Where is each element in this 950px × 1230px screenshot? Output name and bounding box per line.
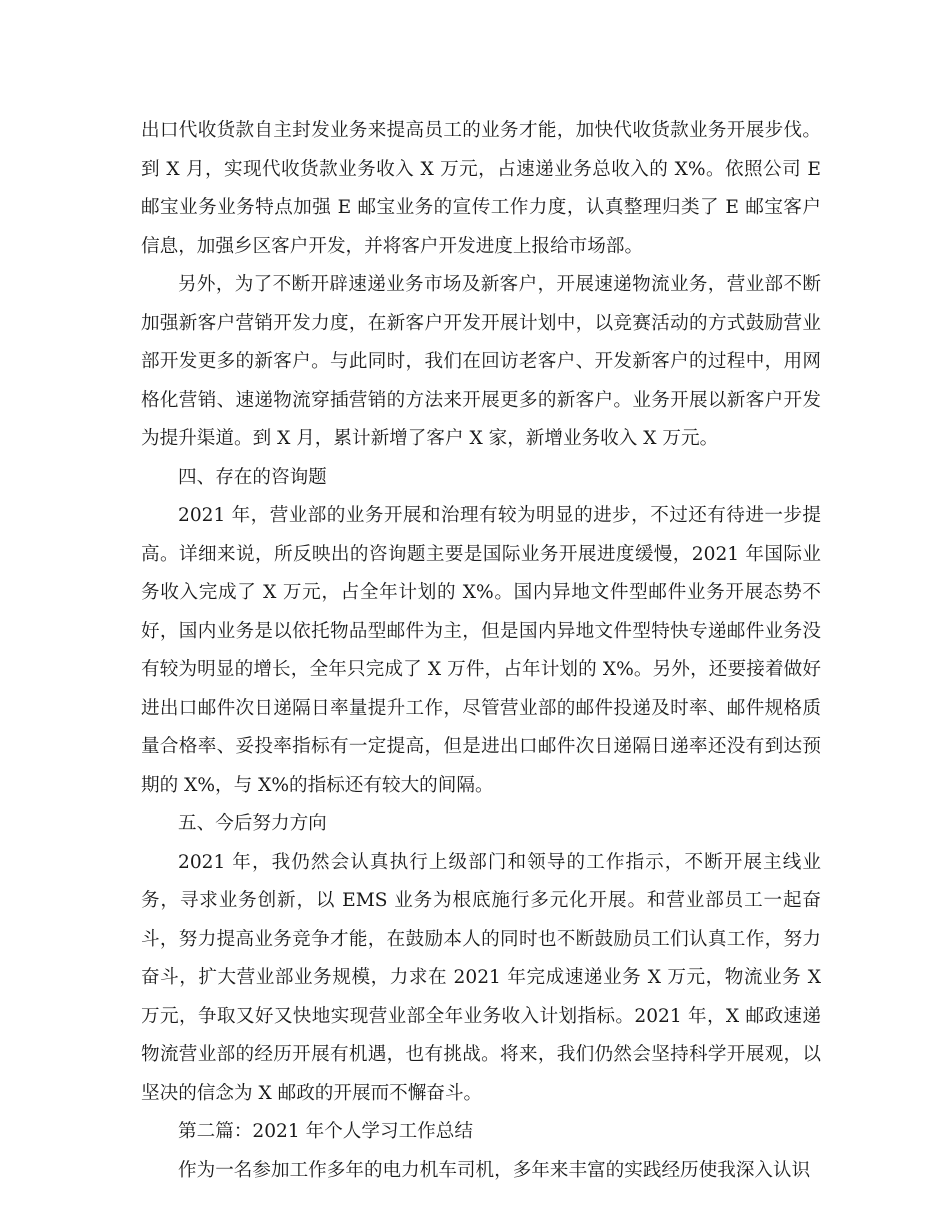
body-paragraph: 出口代收货款自主封发业务来提高员工的业务才能，加快代收货款业务开展步伐。到 X 月，实现代收货款业务收入 X 万元，占速递业务总收入的 X%。依照公司 E 邮宝业务业务特点加强 E 邮宝业务的宣传工作力度，认真整理归类了 E 邮宝客户信息，加强乡区客户开发，并将客户开发进度上报给市场部。: [141, 120, 821, 257]
body-paragraph: 2021 年，我仍然会认真执行上级部门和领导的工作指示，不断开展主线业务，寻求业务创新，以 EMS 业务为根底施行多元化开展。和营业部员工一起奋斗，努力提高业务竞争才能，在鼓励本人的同时也不断鼓励员工们认真工作，努力奋斗，扩大营业部业务规模，力求在 2021 年完成速递业务 X 万元，物流业务 X 万元，争取又好又快地实现营业部全年业务收入计划指标。2021 年，X 邮政速递物流营业部的经历开展有机遇，也有挑战。将来，我们仍然会坚持科学开展观，以坚决的信念为 X 邮政的开展而不懈奋斗。: [141, 851, 821, 1104]
section-heading: 四、存在的咨询题: [178, 466, 327, 488]
body-paragraph: 2021 年，营业部的业务开展和治理有较为明显的进步，不过还有待进一步提高。详细来说，所反映出的咨询题主要是国际业务开展进度缓慢，2021 年国际业务收入完成了 X 万元，占全年计划的 X%。国内异地文件型邮件业务开展态势不好，国内业务是以依托物品型邮件为主，但是国内异地文件型特快专递邮件业务没有较为明显的增长，全年只完成了 X 万件，占年计划的 X%。另外，还要接着做好进出口邮件次日递隔日率量提升工作，尽管营业部的邮件投递及时率、邮件规格质量合格率、妥投率指标有一定提高，但是进出口邮件次日递隔日递率还没有到达预期的 X%，与 X%的指标还有较大的间隔。: [141, 505, 821, 796]
article-title: 第二篇：2021 年个人学习工作总结: [178, 1121, 473, 1142]
section-heading: 五、今后努力方向: [178, 813, 327, 834]
document-body: [141, 112, 821, 1190]
body-paragraph: 另外，为了不断开辟速递业务市场及新客户，开展速递物流业务，营业部不断加强新客户营销开发力度，在新客户开发开展计划中，以竞赛活动的方式鼓励营业部开发更多的新客户。与此同时，我们在回访老客户、开发新客户的过程中，用网格化营销、速递物流穿插营销的方法来开展更多的新客户。业务开展以新客户开发为提升渠道。到 X 月，累计新增了客户 X 家，新增业务收入 X 万元。: [141, 274, 821, 449]
body-paragraph: 作为一名参加工作多年的电力机车司机，多年来丰富的实践经历使我深入认识: [178, 1159, 811, 1181]
